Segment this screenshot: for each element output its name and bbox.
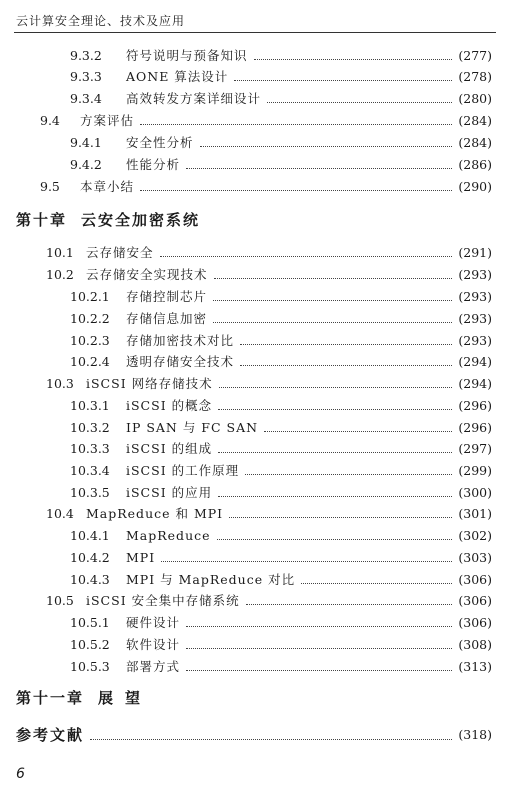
toc-entry[interactable] <box>0 525 492 545</box>
toc-entry[interactable] <box>0 110 492 130</box>
toc-entry-page: (301) <box>458 505 492 521</box>
toc-entry[interactable] <box>0 351 492 371</box>
toc-entry-page: (277) <box>458 47 492 63</box>
header-title: 云计算安全理论、技术及应用 <box>16 14 186 28</box>
toc-entry[interactable] <box>0 395 492 415</box>
toc-entry-number: 10.5.3 <box>70 658 110 674</box>
references-page: (318) <box>458 726 492 742</box>
leader-dots <box>186 160 452 169</box>
toc-entry-number: 10.2.4 <box>70 353 110 369</box>
toc-entry[interactable] <box>0 308 492 328</box>
toc-entry-number: 10.3 <box>46 375 74 391</box>
leader-dots <box>214 270 453 279</box>
toc-entry-title: iSCSI 网络存储技术 <box>86 376 213 391</box>
toc-entry-page: (294) <box>458 353 492 369</box>
leader-dots <box>217 531 453 540</box>
toc-entry-title: iSCSI 的组成 <box>126 441 213 456</box>
leader-dots <box>161 553 452 562</box>
toc-entry-title: 方案评估 <box>80 113 135 128</box>
leader-dots <box>246 596 453 605</box>
toc-entry[interactable] <box>0 612 492 632</box>
toc-entry-number: 10.3.4 <box>70 462 110 478</box>
toc-entry-title: 存储控制芯片 <box>126 289 208 304</box>
toc-entry[interactable] <box>0 242 492 262</box>
toc-entry-page: (308) <box>458 636 492 652</box>
toc-entry-page: (284) <box>458 112 492 128</box>
toc-entry[interactable] <box>0 45 492 65</box>
toc-entry-title: iSCSI 的概念 <box>126 398 213 413</box>
leader-dots <box>229 509 452 518</box>
toc-entry-title: 存储加密技术对比 <box>126 333 235 348</box>
toc-entry[interactable] <box>0 66 492 86</box>
toc-entry-page: (302) <box>458 527 492 543</box>
toc-entry-title: MapReduce 和 MPI <box>86 506 224 521</box>
toc-entry-page: (294) <box>458 375 492 391</box>
toc-entry[interactable] <box>0 569 492 589</box>
toc-entry-page: (303) <box>458 549 492 565</box>
toc-entry-title: MapReduce <box>126 527 211 543</box>
leader-dots <box>140 182 452 191</box>
toc-entry-number: 9.3.2 <box>70 47 102 63</box>
toc-entry-title: MPI <box>126 549 156 565</box>
toc-entry-number: 10.3.2 <box>70 419 110 435</box>
toc-entry-number: 10.5.2 <box>70 636 110 652</box>
toc-entry-number: 10.2 <box>46 266 74 282</box>
toc-entry-number: 10.4 <box>46 505 74 521</box>
toc-entry[interactable] <box>0 264 492 284</box>
toc-entry-number: 10.3.1 <box>70 397 110 413</box>
toc-entry-page: (300) <box>458 484 492 500</box>
toc-entry-page: (293) <box>458 332 492 348</box>
leader-dots <box>218 401 452 410</box>
chapter-number: 第十章 <box>16 210 68 229</box>
leader-dots <box>200 138 453 147</box>
toc-entry[interactable] <box>0 634 492 654</box>
leader-dots <box>240 357 452 366</box>
toc-entry-page: (278) <box>458 68 492 84</box>
toc-entry-page: (296) <box>458 419 492 435</box>
toc-entry-number: 10.1 <box>46 244 74 260</box>
toc-entry-title: 安全性分析 <box>126 135 194 150</box>
toc-entry[interactable] <box>0 438 492 458</box>
toc-entry-title: 本章小结 <box>80 179 135 194</box>
toc-entry[interactable] <box>0 503 492 523</box>
toc-entry[interactable] <box>0 460 492 480</box>
toc-entry-page: (291) <box>458 244 492 260</box>
leader-dots <box>254 51 453 60</box>
toc-entry-page: (293) <box>458 266 492 282</box>
toc-entry-title: 部署方式 <box>126 659 181 674</box>
leader-dots <box>186 640 452 649</box>
toc-entry-number: 10.3.5 <box>70 484 110 500</box>
toc-entry[interactable] <box>0 656 492 676</box>
toc-entry-number: 10.4.2 <box>70 549 110 565</box>
toc-entry-number: 10.3.3 <box>70 440 110 456</box>
leader-dots <box>213 314 452 323</box>
chapter-number: 第十一章 <box>16 688 85 707</box>
toc-entry-page: (280) <box>458 90 492 106</box>
toc-entry-title: IP SAN 与 FC SAN <box>126 420 259 435</box>
toc-entry-page: (290) <box>458 178 492 194</box>
toc-entry-references[interactable] <box>16 722 492 746</box>
toc-entry[interactable] <box>0 373 492 393</box>
toc-entry-page: (293) <box>458 288 492 304</box>
chapter-heading[interactable] <box>16 684 152 710</box>
toc-entry[interactable] <box>0 482 492 502</box>
references-title: 参考文献 <box>16 725 85 744</box>
leader-dots <box>213 292 452 301</box>
leader-dots <box>186 662 452 671</box>
toc-entry-title: 高效转发方案详细设计 <box>126 91 262 106</box>
page-number: 6 <box>16 766 25 782</box>
toc-entry-number: 10.4.3 <box>70 571 110 587</box>
toc-entry[interactable] <box>0 417 492 437</box>
toc-entry-title: AONE 算法设计 <box>126 69 229 84</box>
toc-entry[interactable] <box>0 154 492 174</box>
toc-entry-number: 10.5.1 <box>70 614 110 630</box>
toc-entry-title: 存储信息加密 <box>126 311 208 326</box>
toc-entry[interactable] <box>0 88 492 108</box>
toc-entry-title: 透明存储安全技术 <box>126 354 235 369</box>
toc-entry-title: 性能分析 <box>126 157 181 172</box>
leader-dots <box>218 444 452 453</box>
toc-entry-number: 10.5 <box>46 592 74 608</box>
toc-entry-number: 9.3.4 <box>70 90 102 106</box>
leader-dots <box>245 466 452 475</box>
toc-entry-page: (306) <box>458 592 492 608</box>
leader-dots <box>90 729 452 740</box>
toc-entry-number: 10.4.1 <box>70 527 110 543</box>
toc-entry-number: 9.4.2 <box>70 156 102 172</box>
toc-entry-page: (306) <box>458 571 492 587</box>
toc-entry-page: (297) <box>458 440 492 456</box>
leader-dots <box>264 423 452 432</box>
toc-entry-page: (293) <box>458 310 492 326</box>
toc-entry-number: 10.2.1 <box>70 288 110 304</box>
toc-entry[interactable] <box>0 132 492 152</box>
leader-dots <box>267 94 452 103</box>
toc-entry-number: 9.4 <box>40 112 60 128</box>
toc-entry-title: 硬件设计 <box>126 615 181 630</box>
toc-entry-title: 软件设计 <box>126 637 181 652</box>
toc-entry-page: (296) <box>458 397 492 413</box>
leader-dots <box>140 116 452 125</box>
toc-entry-title: iSCSI 的工作原理 <box>126 463 240 478</box>
toc-entry[interactable] <box>0 330 492 350</box>
toc-entry[interactable] <box>0 286 492 306</box>
leader-dots <box>218 488 452 497</box>
toc-entry-title: 云存储安全实现技术 <box>86 267 208 282</box>
chapter-title: 展望 <box>98 688 153 707</box>
toc-entry-number: 9.4.1 <box>70 134 102 150</box>
toc-entry[interactable] <box>0 590 492 610</box>
toc-entry[interactable] <box>0 547 492 567</box>
toc-entry-title: 符号说明与预备知识 <box>126 48 248 63</box>
chapter-heading[interactable] <box>16 206 200 232</box>
toc-entry-title: iSCSI 的应用 <box>126 485 213 500</box>
chapter-title: 云安全加密系统 <box>81 210 201 229</box>
toc-entry-page: (286) <box>458 156 492 172</box>
leader-dots <box>234 72 452 81</box>
toc-entry-number: 9.3.3 <box>70 68 102 84</box>
leader-dots <box>240 336 452 345</box>
leader-dots <box>186 618 452 627</box>
toc-entry-number: 10.2.2 <box>70 310 110 326</box>
toc-entry-page: (313) <box>458 658 492 674</box>
leader-dots <box>160 248 453 257</box>
toc-entry[interactable] <box>0 176 492 196</box>
leader-dots <box>219 379 453 388</box>
toc-entry-title: MPI 与 MapReduce 对比 <box>126 572 296 587</box>
toc-entry-page: (306) <box>458 614 492 630</box>
toc-entry-page: (284) <box>458 134 492 150</box>
toc-entry-number: 9.5 <box>40 178 60 194</box>
toc-entry-title: 云存储安全 <box>86 245 154 260</box>
toc-entry-number: 10.2.3 <box>70 332 110 348</box>
leader-dots <box>301 575 452 584</box>
toc-entry-title: iSCSI 安全集中存储系统 <box>86 593 240 608</box>
toc-entry-page: (299) <box>458 462 492 478</box>
